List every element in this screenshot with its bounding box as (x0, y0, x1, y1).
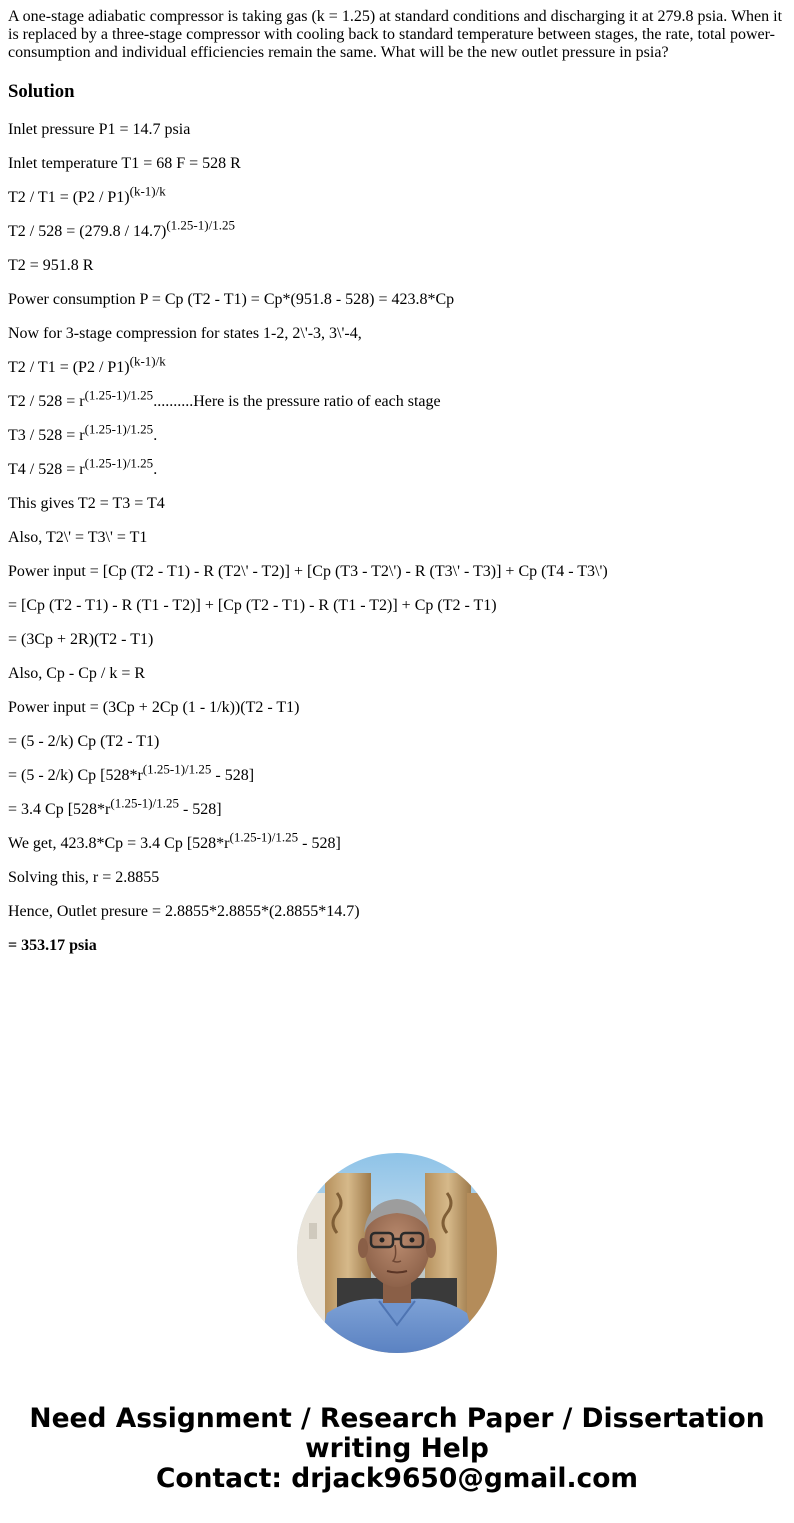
exponent: (1.25-1)/1.25 (84, 387, 154, 403)
line-text: T4 / 528 = r (8, 461, 85, 478)
exponent: (1.25-1)/1.25 (229, 829, 299, 845)
solution-line (8, 631, 786, 649)
solution-line (8, 455, 786, 479)
exponent: (1.25-1)/1.25 (84, 455, 154, 471)
solution-line (8, 795, 786, 819)
line-text: Inlet pressure P1 = 14.7 psia (8, 121, 191, 138)
question-text: A one-stage adiabatic compressor is taking gas (k = 1.25) at standard conditions and discharging it at 279.8 psia. When it is replaced by a three-stage compressor with cooling back to standard temperature between stages, the rate, total power-consumption and individual efficiencies remain the same. What will be the new outlet pressure in psia? (8, 8, 783, 61)
exponent: (k-1)/k (129, 183, 166, 199)
line-text: We get, 423.8*Cp = 3.4 Cp [528*r (8, 835, 230, 852)
exponent: (1.25-1)/1.25 (166, 217, 235, 233)
line-text: Solving this, r = 2.8855 (8, 869, 160, 886)
solution-line (8, 563, 786, 581)
line-text: = 353.17 psia (8, 937, 97, 954)
solution-line (8, 217, 786, 241)
document-content (8, 8, 786, 955)
line-text: = (5 - 2/k) Cp (T2 - T1) (8, 733, 160, 750)
exponent: (1.25-1)/1.25 (142, 761, 212, 777)
line-text-after: . (153, 461, 158, 478)
line-text: Power consumption P = Cp (T2 - T1) = Cp*(951.8 - 528) = 423.8*Cp (8, 291, 455, 308)
author-avatar (297, 1153, 497, 1353)
line-text: Also, T2\' = T3\' = T1 (8, 529, 148, 546)
exponent: (k-1)/k (129, 353, 166, 369)
line-text: Power input = [Cp (T2 - T1) - R (T2\' - T2)] + [Cp (T3 - T2\') - R (T3\' - T3)] + Cp (T4 - T3\') (8, 563, 608, 580)
line-text: = (5 - 2/k) Cp [528*r (8, 767, 143, 784)
solution-line (8, 869, 786, 887)
line-text: This gives T2 = T3 = T4 (8, 495, 165, 512)
solution-line (8, 257, 786, 275)
solution-line (8, 699, 786, 717)
line-text: T2 / 528 = r (8, 393, 85, 410)
line-text: = (3Cp + 2R)(T2 - T1) (8, 631, 154, 648)
solution-line (8, 421, 786, 445)
solution-line (8, 529, 786, 547)
footer-line-2: writing Help (305, 1433, 489, 1464)
solution-line (8, 937, 786, 955)
solution-line (8, 903, 786, 921)
solution-line (8, 829, 786, 853)
line-text-after: ..........Here is the pressure ratio of each stage (153, 393, 441, 410)
solution-lines (8, 121, 786, 955)
solution-line (8, 155, 786, 173)
solution-line (8, 733, 786, 751)
line-text: Now for 3-stage compression for states 1-2, 2\'-3, 3\'-4, (8, 325, 362, 342)
line-text-after: - 528] (298, 835, 341, 852)
line-text: = 3.4 Cp [528*r (8, 801, 111, 818)
solution-line (8, 353, 786, 377)
solution-line (8, 387, 786, 411)
line-text-after: . (153, 427, 158, 444)
solution-line (8, 761, 786, 785)
footer-banner (0, 1404, 794, 1494)
solution-line (8, 665, 786, 683)
line-text-after: - 528] (211, 767, 255, 784)
line-text: T2 / T1 = (P2 / P1) (8, 359, 130, 376)
line-text: Hence, Outlet presure = 2.8855*2.8855*(2.8855*14.7) (8, 903, 360, 920)
footer-contact-line: Contact: drjack9650@gmail.com (155, 1463, 639, 1494)
solution-line (8, 597, 786, 615)
solution-line (8, 183, 786, 207)
line-text: = [Cp (T2 - T1) - R (T1 - T2)] + [Cp (T2 - T1) - R (T1 - T2)] + Cp (T2 - T1) (8, 597, 497, 614)
line-text: T2 = 951.8 R (8, 257, 94, 274)
exponent: (1.25-1)/1.25 (110, 795, 179, 811)
exponent: (1.25-1)/1.25 (84, 421, 154, 437)
line-text: T2 / T1 = (P2 / P1) (8, 189, 130, 206)
footer-line-1: Need Assignment / Research Paper / Dissertation (29, 1403, 765, 1434)
line-text: Power input = (3Cp + 2Cp (1 - 1/k))(T2 - T1) (8, 699, 300, 716)
line-text: T3 / 528 = r (8, 427, 85, 444)
solution-line (8, 121, 786, 139)
solution-line (8, 495, 786, 513)
solution-line (8, 291, 786, 309)
final-answer (8, 937, 97, 954)
line-text: Inlet temperature T1 = 68 F = 528 R (8, 155, 241, 172)
solution-line (8, 325, 786, 343)
line-text: Also, Cp - Cp / k = R (8, 665, 146, 682)
solution-heading: Solution (8, 81, 75, 102)
line-text-after: - 528] (178, 801, 222, 818)
line-text: T2 / 528 = (279.8 / 14.7) (8, 223, 167, 240)
